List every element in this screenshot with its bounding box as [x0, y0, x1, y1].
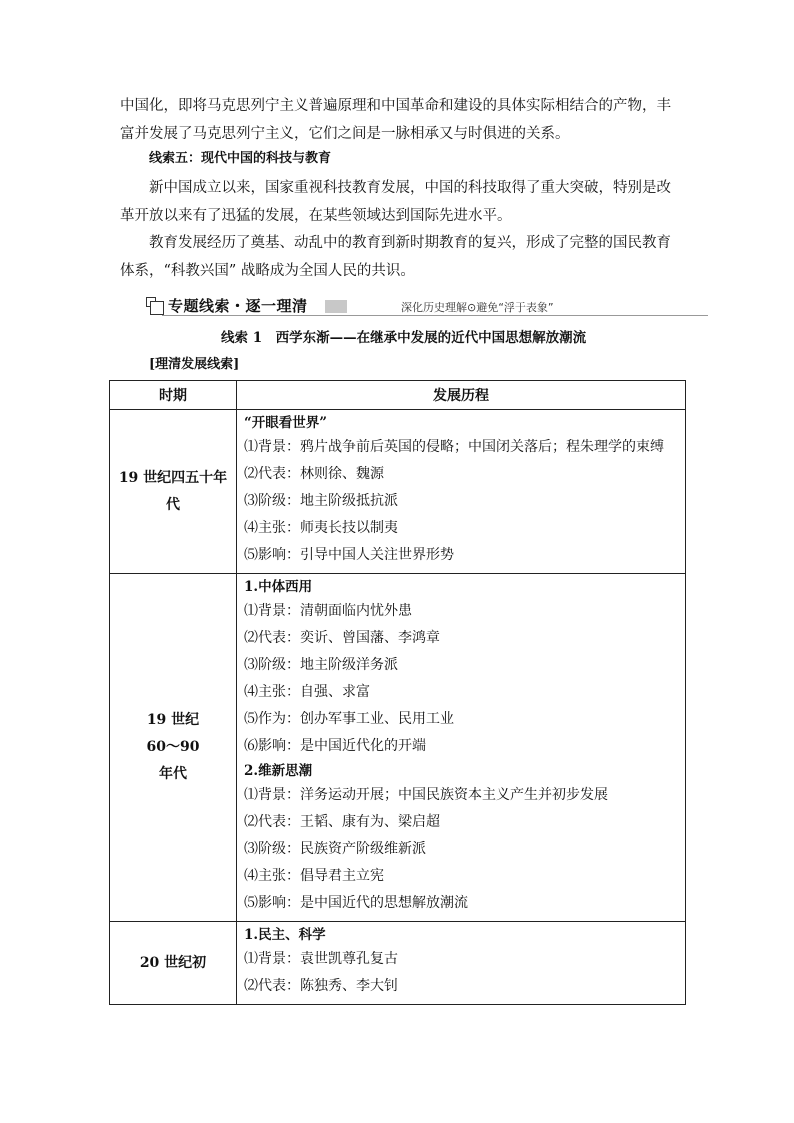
course-item: ⑴背景：洋务运动开展；中国民族资本主义产生并初步发展 [244, 787, 608, 803]
course-item: ⑶阶级：地主阶级洋务派 [244, 657, 398, 673]
thread-five-heading: 线索五：现代中国的科技与教育 [149, 151, 332, 166]
course-item: ⑷主张：倡导君主立宪 [244, 868, 384, 884]
course-item: ⑶阶级：地主阶级抵抗派 [244, 493, 398, 509]
course-item: ⑵代表：奕䜣、曾国藩、李鸿章 [244, 630, 440, 646]
course-item: ⑹影响：是中国近代化的开端 [244, 738, 426, 754]
development-table [109, 380, 686, 1005]
section-title: 线索 1 西学东渐——在继承中发展的近代中国思想解放潮流 [221, 330, 587, 346]
table-row [110, 410, 686, 574]
course-item: ⑵代表：林则徐、魏源 [244, 466, 384, 482]
period-text: 代 [166, 496, 180, 513]
table-header-row [110, 381, 686, 410]
period-cell [110, 574, 237, 922]
banner-subtitle: 深化历史理解⊙避免“浮于表象” [401, 301, 554, 314]
course-item: ⑸作为：创办军事工业、民用工业 [244, 711, 454, 727]
section-banner [148, 294, 708, 318]
course-item: ⑴背景：袁世凯尊孔复古 [244, 951, 398, 967]
course-item: ⑵代表：陈独秀、李大钊 [244, 978, 398, 994]
course-subheading: 1.中体西用 [244, 579, 313, 595]
period-cell [110, 922, 237, 1005]
course-item: ⑴背景：清朝面临内忧外患 [244, 603, 412, 619]
course-item: ⑵代表：王韬、康有为、梁启超 [244, 814, 440, 830]
table-row [110, 574, 686, 922]
period-text: 19 世纪四五十年 [118, 469, 228, 486]
course-item: ⑶阶级：民族资产阶级维新派 [244, 841, 426, 857]
course-subheading: “开眼看世界” [244, 415, 328, 431]
period-cell [110, 410, 237, 574]
paragraph-tech: 新中国成立以来，国家重视科技教育发展，中国的科技取得了重大突破，特别是改革开放以来有了迅猛的发展，在某些领域达到国际先进水平。 [120, 180, 671, 224]
banner-divider [162, 315, 708, 316]
course-item: ⑸影响：是中国近代的思想解放潮流 [244, 895, 468, 911]
period-text: 19 世纪 [146, 712, 200, 728]
course-cell [237, 922, 686, 1005]
course-cell [237, 574, 686, 922]
section-label: [理清发展线索] [149, 357, 240, 372]
course-item: ⑷主张：自强、求富 [244, 684, 370, 700]
course-item: ⑴背景：鸦片战争前后英国的侵略；中国闭关落后；程朱理学的束缚 [244, 439, 664, 455]
course-subheading: 1.民主、科学 [244, 927, 326, 943]
banner-title: 专题线索・逐一理清 [168, 297, 308, 315]
course-item: ⑷主张：师夷长技以制夷 [244, 520, 398, 536]
period-text: 20 世纪初 [139, 954, 207, 971]
period-text: 60～90 [146, 739, 200, 755]
course-cell [237, 410, 686, 574]
paragraph-intro: 中国化，即将马克思列宁主义普遍原理和中国革命和建设的具体实际相结合的产物，丰富并发展了马克思列宁主义，它们之间是一脉相承又与时俱进的关系。 [120, 98, 671, 142]
period-text: 年代 [159, 766, 187, 782]
header-period: 时期 [110, 381, 237, 410]
header-course: 发展历程 [237, 381, 686, 410]
paragraph-education: 教育发展经历了奠基、动乱中的教育到新时期教育的复兴，形成了完整的国民教育体系，“科教兴国” 战略成为全国人民的共识。 [120, 235, 671, 279]
banner-decoration [325, 300, 347, 313]
course-item: ⑸影响：引导中国人关注世界形势 [244, 547, 454, 563]
table-row [110, 922, 686, 1005]
square-icon [150, 301, 164, 315]
course-subheading: 2.维新思潮 [244, 763, 313, 779]
